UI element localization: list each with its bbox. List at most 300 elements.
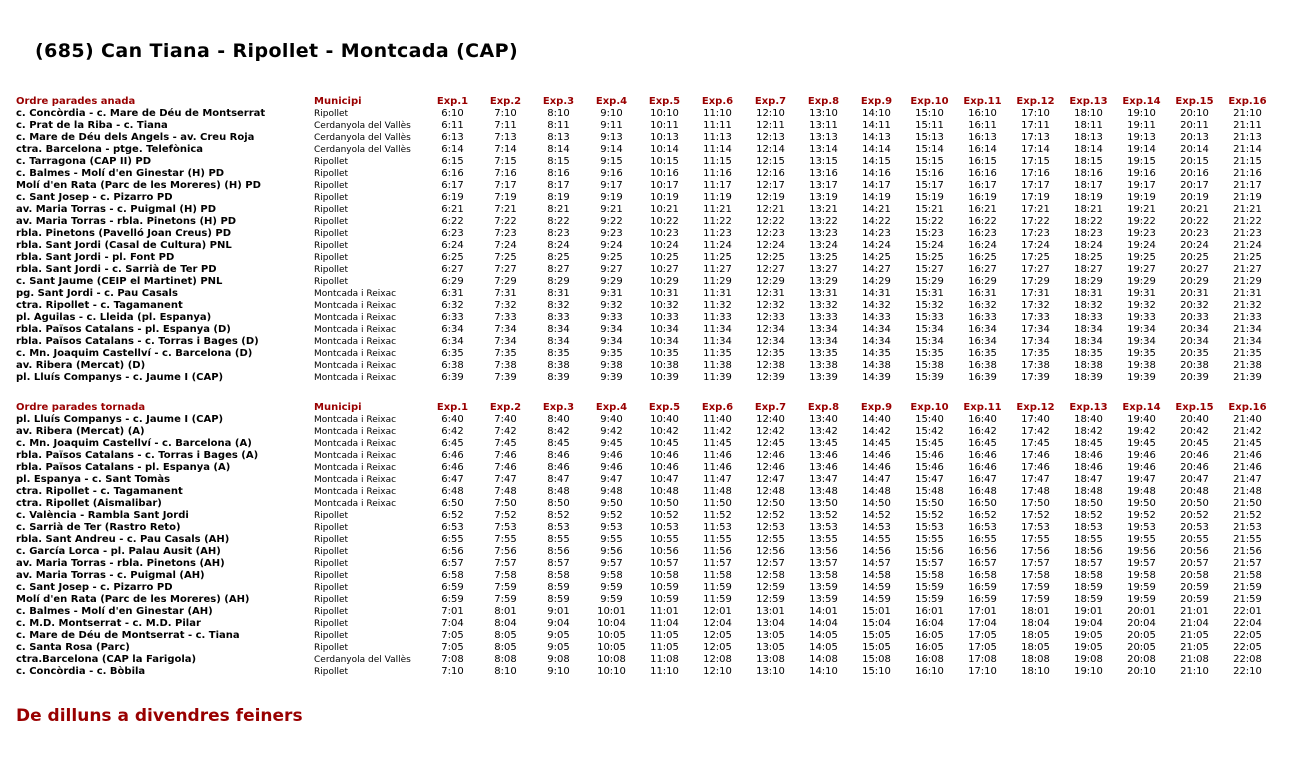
departure-time: 20:57 — [1180, 558, 1209, 569]
departure-time: 18:57 — [1074, 558, 1103, 569]
departure-time: 20:59 — [1180, 582, 1209, 593]
departure-time: 17:45 — [1021, 438, 1050, 449]
departure-time: 17:22 — [1021, 216, 1050, 227]
departure-time: 20:34 — [1180, 324, 1209, 335]
departure-time: 13:31 — [809, 288, 838, 299]
departure-time: 14:05 — [809, 642, 838, 653]
departure-time: 10:52 — [650, 510, 679, 521]
departure-time: 18:58 — [1074, 570, 1103, 581]
departure-time: 17:24 — [1021, 240, 1050, 251]
departure-time: 14:31 — [862, 288, 891, 299]
departure-time: 19:34 — [1127, 324, 1156, 335]
departure-time: 19:33 — [1127, 312, 1156, 323]
departure-time: 17:46 — [1021, 462, 1050, 473]
departure-time: 7:13 — [494, 132, 517, 143]
departure-time: 10:22 — [650, 216, 679, 227]
departure-time: 9:10 — [600, 108, 623, 119]
table-row — [16, 618, 1274, 630]
departure-time: 9:19 — [600, 192, 623, 203]
departure-time: 14:52 — [862, 510, 891, 521]
departure-time: 15:01 — [862, 606, 891, 617]
departure-time: 11:46 — [703, 462, 732, 473]
departure-time: 19:31 — [1127, 288, 1156, 299]
table-row — [16, 474, 1274, 486]
departure-time: 18:17 — [1074, 180, 1103, 191]
departure-time: 10:17 — [650, 180, 679, 191]
tornada-timetable — [16, 402, 1274, 678]
departure-time: 19:05 — [1074, 630, 1103, 641]
departure-time: 9:34 — [600, 324, 623, 335]
departure-time: 15:52 — [915, 510, 944, 521]
stop-name: pl. Lluís Companys - c. Jaume I (CAP) — [16, 372, 224, 383]
departure-time: 9:42 — [600, 426, 623, 437]
departure-time: 6:15 — [441, 156, 464, 167]
departure-time: 11:23 — [703, 228, 732, 239]
departure-time: 19:19 — [1127, 192, 1156, 203]
departure-time: 14:32 — [862, 300, 891, 311]
departure-time: 7:34 — [494, 336, 517, 347]
departure-time: 21:13 — [1233, 132, 1262, 143]
departure-time: 19:59 — [1127, 594, 1156, 605]
departure-time: 18:55 — [1074, 534, 1103, 545]
departure-time: 19:22 — [1127, 216, 1156, 227]
departure-time: 14:10 — [809, 666, 838, 677]
departure-time: 13:15 — [809, 156, 838, 167]
departure-time: 19:46 — [1127, 450, 1156, 461]
departure-time: 15:59 — [915, 594, 944, 605]
departure-time: 10:01 — [597, 606, 626, 617]
departure-time: 16:39 — [968, 372, 997, 383]
departure-time: 9:29 — [600, 276, 623, 287]
departure-time: 21:05 — [1180, 642, 1209, 653]
departure-time: 10:42 — [650, 426, 679, 437]
departure-time: 10:39 — [650, 372, 679, 383]
departure-time: 14:17 — [862, 180, 891, 191]
departure-time: 20:14 — [1180, 144, 1209, 155]
departure-time: 6:52 — [441, 510, 464, 521]
departure-time: 14:34 — [862, 324, 891, 335]
departure-time: 8:32 — [547, 300, 570, 311]
departure-time: 21:04 — [1180, 618, 1209, 629]
municipi-name: Ripollet — [314, 571, 349, 581]
stop-name: rbla. Països Catalans - c. Torras i Bages (D) — [16, 336, 259, 347]
municipi-name: Montcada i Reixac — [314, 475, 397, 485]
departure-time: 15:38 — [915, 360, 944, 371]
departure-time: 7:42 — [494, 426, 517, 437]
departure-time: 11:05 — [650, 642, 679, 653]
departure-time: 21:42 — [1233, 426, 1262, 437]
departure-time: 15:46 — [915, 462, 944, 473]
departure-time: 21:14 — [1233, 144, 1262, 155]
table-row — [16, 360, 1274, 372]
departure-time: 14:56 — [862, 546, 891, 557]
table-row — [16, 582, 1274, 594]
departure-time: 16:08 — [915, 654, 944, 665]
departure-time: 18:25 — [1074, 252, 1103, 263]
departure-time: 19:11 — [1127, 120, 1156, 131]
departure-time: 16:16 — [968, 168, 997, 179]
departure-time: 15:45 — [915, 438, 944, 449]
table-row — [16, 372, 1274, 384]
departure-time: 19:14 — [1127, 144, 1156, 155]
departure-time: 7:29 — [494, 276, 517, 287]
departure-time: 10:31 — [650, 288, 679, 299]
departure-time: 7:59 — [494, 594, 517, 605]
departure-time: 6:58 — [441, 570, 464, 581]
departure-time: 16:31 — [968, 288, 997, 299]
departure-time: 19:34 — [1127, 336, 1156, 347]
departure-time: 18:33 — [1074, 312, 1103, 323]
table-row — [16, 156, 1274, 168]
departure-time: 20:40 — [1180, 414, 1209, 425]
departure-time: 10:55 — [650, 534, 679, 545]
departure-time: 13:25 — [809, 252, 838, 263]
departure-time: 11:11 — [703, 120, 732, 131]
departure-time: 17:01 — [968, 606, 997, 617]
departure-time: 15:42 — [915, 426, 944, 437]
departure-time: 16:17 — [968, 180, 997, 191]
departure-time: 9:16 — [600, 168, 623, 179]
stop-name: rbla. Sant Jordi (Casal de Cultura) PNL — [16, 240, 232, 251]
stop-name: rbla. Països Catalans - pl. Espanya (A) — [16, 462, 231, 473]
departure-time: 7:19 — [494, 192, 517, 203]
table-row — [16, 180, 1274, 192]
departure-time: 19:55 — [1127, 534, 1156, 545]
table-row — [16, 192, 1274, 204]
departure-time: 21:08 — [1180, 654, 1209, 665]
departure-time: 16:59 — [968, 582, 997, 593]
departure-time: 20:05 — [1127, 630, 1156, 641]
departure-time: 6:42 — [441, 426, 464, 437]
departure-time: 9:13 — [600, 132, 623, 143]
departure-time: 16:47 — [968, 474, 997, 485]
departure-time: 22:01 — [1233, 606, 1262, 617]
departure-time: 9:23 — [600, 228, 623, 239]
departure-time: 15:57 — [915, 558, 944, 569]
departure-time: 6:29 — [441, 276, 464, 287]
table-row — [16, 348, 1274, 360]
departure-time: 6:55 — [441, 534, 464, 545]
municipi-name: Montcada i Reixac — [314, 361, 397, 371]
departure-time: 15:21 — [915, 204, 944, 215]
departure-time: 12:05 — [703, 630, 732, 641]
departure-time: 20:50 — [1180, 498, 1209, 509]
departure-time: 11:19 — [703, 192, 732, 203]
departure-time: 14:59 — [862, 594, 891, 605]
departure-time: 20:31 — [1180, 288, 1209, 299]
departure-time: 12:25 — [756, 252, 785, 263]
departure-time: 20:46 — [1180, 450, 1209, 461]
departure-time: 8:59 — [547, 594, 570, 605]
departure-time: 20:35 — [1180, 348, 1209, 359]
exp-column-header: Exp.16 — [1228, 402, 1267, 413]
departure-time: 14:35 — [862, 348, 891, 359]
departure-time: 21:47 — [1233, 474, 1262, 485]
departure-time: 13:50 — [809, 498, 838, 509]
departure-time: 21:01 — [1180, 606, 1209, 617]
departure-time: 18:31 — [1074, 288, 1103, 299]
departure-time: 9:01 — [547, 606, 570, 617]
departure-time: 18:59 — [1074, 594, 1103, 605]
stop-name: c. Prat de la Riba - c. Tiana — [16, 120, 168, 131]
departure-time: 20:59 — [1180, 594, 1209, 605]
departure-time: 16:27 — [968, 264, 997, 275]
departure-time: 12:24 — [756, 240, 785, 251]
departure-time: 7:45 — [494, 438, 517, 449]
departure-time: 11:29 — [703, 276, 732, 287]
departure-time: 13:35 — [809, 348, 838, 359]
departure-time: 17:33 — [1021, 312, 1050, 323]
municipi-name: Ripollet — [314, 583, 349, 593]
departure-time: 6:21 — [441, 204, 464, 215]
departure-time: 7:11 — [494, 120, 517, 131]
departure-time: 14:13 — [862, 132, 891, 143]
departure-time: 11:10 — [703, 108, 732, 119]
departure-time: 13:55 — [809, 534, 838, 545]
departure-time: 8:01 — [494, 606, 517, 617]
departure-time: 11:08 — [650, 654, 679, 665]
departure-time: 12:59 — [756, 594, 785, 605]
municipi-name: Montcada i Reixac — [314, 499, 397, 509]
exp-column-header: Exp.5 — [648, 96, 681, 107]
departure-time: 21:27 — [1233, 264, 1262, 275]
departure-time: 14:55 — [862, 534, 891, 545]
departure-time: 21:46 — [1233, 450, 1262, 461]
departure-time: 21:39 — [1233, 372, 1262, 383]
departure-time: 17:04 — [968, 618, 997, 629]
departure-time: 9:10 — [547, 666, 570, 677]
header-row — [16, 402, 1274, 414]
departure-time: 14:38 — [862, 360, 891, 371]
departure-time: 20:10 — [1180, 108, 1209, 119]
departure-time: 8:46 — [547, 462, 570, 473]
departure-time: 13:24 — [809, 240, 838, 251]
departure-time: 6:57 — [441, 558, 464, 569]
departure-time: 14:57 — [862, 558, 891, 569]
departure-time: 15:48 — [915, 486, 944, 497]
table-row — [16, 630, 1274, 642]
departure-time: 11:40 — [703, 414, 732, 425]
departure-time: 11:34 — [703, 336, 732, 347]
departure-time: 10:15 — [650, 156, 679, 167]
departure-time: 19:58 — [1127, 570, 1156, 581]
departure-time: 6:35 — [441, 348, 464, 359]
departure-time: 20:15 — [1180, 156, 1209, 167]
departure-time: 13:08 — [756, 654, 785, 665]
departure-time: 21:24 — [1233, 240, 1262, 251]
departure-time: 6:33 — [441, 312, 464, 323]
departure-time: 17:50 — [1021, 498, 1050, 509]
departure-time: 7:46 — [494, 462, 517, 473]
departure-time: 19:32 — [1127, 300, 1156, 311]
departure-time: 9:11 — [600, 120, 623, 131]
departure-time: 12:52 — [756, 510, 785, 521]
departure-time: 7:40 — [494, 414, 517, 425]
exp-column-header: Exp.6 — [701, 402, 734, 413]
departure-time: 10:53 — [650, 522, 679, 533]
departure-time: 7:56 — [494, 546, 517, 557]
departure-time: 14:14 — [862, 144, 891, 155]
departure-time: 8:42 — [547, 426, 570, 437]
departure-time: 11:35 — [703, 348, 732, 359]
departure-time: 19:13 — [1127, 132, 1156, 143]
departure-time: 14:08 — [809, 654, 838, 665]
departure-time: 12:48 — [756, 486, 785, 497]
departure-time: 11:59 — [703, 594, 732, 605]
departure-time: 21:58 — [1233, 570, 1262, 581]
departure-time: 12:29 — [756, 276, 785, 287]
exp-column-header: Exp.1 — [436, 96, 469, 107]
departure-time: 10:13 — [650, 132, 679, 143]
departure-time: 15:19 — [915, 192, 944, 203]
departure-time: 14:45 — [862, 438, 891, 449]
departure-time: 21:52 — [1233, 510, 1262, 521]
departure-time: 14:42 — [862, 426, 891, 437]
departure-time: 16:32 — [968, 300, 997, 311]
departure-time: 17:34 — [1021, 336, 1050, 347]
departure-time: 11:21 — [703, 204, 732, 215]
departure-time: 8:17 — [547, 180, 570, 191]
departure-time: 6:46 — [441, 450, 464, 461]
departure-time: 21:59 — [1233, 594, 1262, 605]
departure-time: 15:11 — [915, 120, 944, 131]
stop-name: av. Maria Torras - rbla. Pinetons (AH) — [16, 558, 225, 569]
departure-time: 20:34 — [1180, 336, 1209, 347]
departure-time: 12:10 — [703, 666, 732, 677]
departure-time: 15:08 — [862, 654, 891, 665]
departure-time: 16:45 — [968, 438, 997, 449]
departure-time: 16:58 — [968, 570, 997, 581]
departure-time: 9:53 — [600, 522, 623, 533]
exp-column-header: Exp.11 — [963, 96, 1002, 107]
departure-time: 15:46 — [915, 450, 944, 461]
departure-time: 20:45 — [1180, 438, 1209, 449]
departure-time: 18:23 — [1074, 228, 1103, 239]
departure-time: 10:05 — [597, 630, 626, 641]
departure-time: 11:47 — [703, 474, 732, 485]
departure-time: 19:52 — [1127, 510, 1156, 521]
departure-time: 6:40 — [441, 414, 464, 425]
departure-time: 7:46 — [494, 450, 517, 461]
departure-time: 8:46 — [547, 450, 570, 461]
departure-time: 13:39 — [809, 372, 838, 383]
departure-time: 18:22 — [1074, 216, 1103, 227]
municipi-name: Ripollet — [314, 607, 349, 617]
departure-time: 7:25 — [494, 252, 517, 263]
departure-time: 21:57 — [1233, 558, 1262, 569]
table-row — [16, 108, 1274, 120]
departure-time: 8:14 — [547, 144, 570, 155]
departure-time: 17:35 — [1021, 348, 1050, 359]
municipi-name: Ripollet — [314, 217, 349, 227]
table-row — [16, 252, 1274, 264]
stop-name: c. García Lorca - pl. Palau Ausit (AH) — [16, 546, 221, 557]
table-row — [16, 264, 1274, 276]
departure-time: 16:10 — [915, 666, 944, 677]
departure-time: 14:23 — [862, 228, 891, 239]
anada-timetable — [16, 96, 1274, 384]
departure-time: 9:58 — [600, 570, 623, 581]
departure-time: 7:15 — [494, 156, 517, 167]
departure-time: 18:42 — [1074, 426, 1103, 437]
departure-time: 16:50 — [968, 498, 997, 509]
stop-name: Molí d'en Rata (Parc de les Moreres) (H) PD — [16, 180, 261, 191]
departure-time: 7:39 — [494, 372, 517, 383]
departure-time: 17:34 — [1021, 324, 1050, 335]
municipi-name: Ripollet — [314, 169, 349, 179]
departure-time: 18:50 — [1074, 498, 1103, 509]
departure-time: 17:38 — [1021, 360, 1050, 371]
departure-time: 7:05 — [441, 642, 464, 653]
exp-column-header: Exp.10 — [910, 96, 949, 107]
departure-time: 12:21 — [756, 204, 785, 215]
stop-name: Molí d'en Rata (Parc de les Moreres) (AH) — [16, 594, 250, 605]
departure-time: 15:55 — [915, 534, 944, 545]
departure-time: 11:46 — [703, 450, 732, 461]
departure-time: 8:34 — [547, 324, 570, 335]
departure-time: 13:34 — [809, 324, 838, 335]
municipi-name: Montcada i Reixac — [314, 427, 397, 437]
departure-time: 11:15 — [703, 156, 732, 167]
departure-time: 6:11 — [441, 120, 464, 131]
municipi-name: Montcada i Reixac — [314, 451, 397, 461]
departure-time: 10:45 — [650, 438, 679, 449]
departure-time: 7:53 — [494, 522, 517, 533]
departure-time: 8:23 — [547, 228, 570, 239]
departure-time: 20:55 — [1180, 534, 1209, 545]
departure-time: 18:24 — [1074, 240, 1103, 251]
departure-time: 15:25 — [915, 252, 944, 263]
municipi-name: Ripollet — [314, 631, 349, 641]
departure-time: 7:21 — [494, 204, 517, 215]
departure-time: 9:25 — [600, 252, 623, 263]
departure-time: 21:17 — [1233, 180, 1262, 191]
departure-time: 15:29 — [915, 276, 944, 287]
departure-time: 14:04 — [809, 618, 838, 629]
departure-time: 11:50 — [703, 498, 732, 509]
departure-time: 19:10 — [1127, 108, 1156, 119]
departure-time: 14:46 — [862, 462, 891, 473]
departure-time: 13:05 — [756, 642, 785, 653]
departure-time: 16:14 — [968, 144, 997, 155]
departure-time: 10:27 — [650, 264, 679, 275]
stop-name: c. Mn. Joaquim Castellví - c. Barcelona (A) — [16, 438, 252, 449]
departure-time: 20:29 — [1180, 276, 1209, 287]
departure-time: 12:14 — [756, 144, 785, 155]
stop-name: ctra.Barcelona (CAP la Farigola) — [16, 654, 197, 665]
departure-time: 18:48 — [1074, 486, 1103, 497]
departure-time: 13:38 — [809, 360, 838, 371]
departure-time: 11:10 — [650, 666, 679, 677]
departure-time: 7:16 — [494, 168, 517, 179]
table-row — [16, 240, 1274, 252]
departure-time: 11:48 — [703, 486, 732, 497]
departure-time: 18:47 — [1074, 474, 1103, 485]
departure-time: 16:33 — [968, 312, 997, 323]
exp-column-header: Exp.13 — [1069, 402, 1108, 413]
departure-time: 18:40 — [1074, 414, 1103, 425]
departure-time: 13:19 — [809, 192, 838, 203]
table-row — [16, 228, 1274, 240]
exp-column-header: Exp.8 — [807, 96, 840, 107]
departure-time: 15:23 — [915, 228, 944, 239]
departure-time: 14:25 — [862, 252, 891, 263]
departure-time: 14:46 — [862, 450, 891, 461]
municipi-name: Ripollet — [314, 547, 349, 557]
departure-time: 17:57 — [1021, 558, 1050, 569]
departure-time: 8:50 — [547, 498, 570, 509]
departure-time: 21:29 — [1233, 276, 1262, 287]
